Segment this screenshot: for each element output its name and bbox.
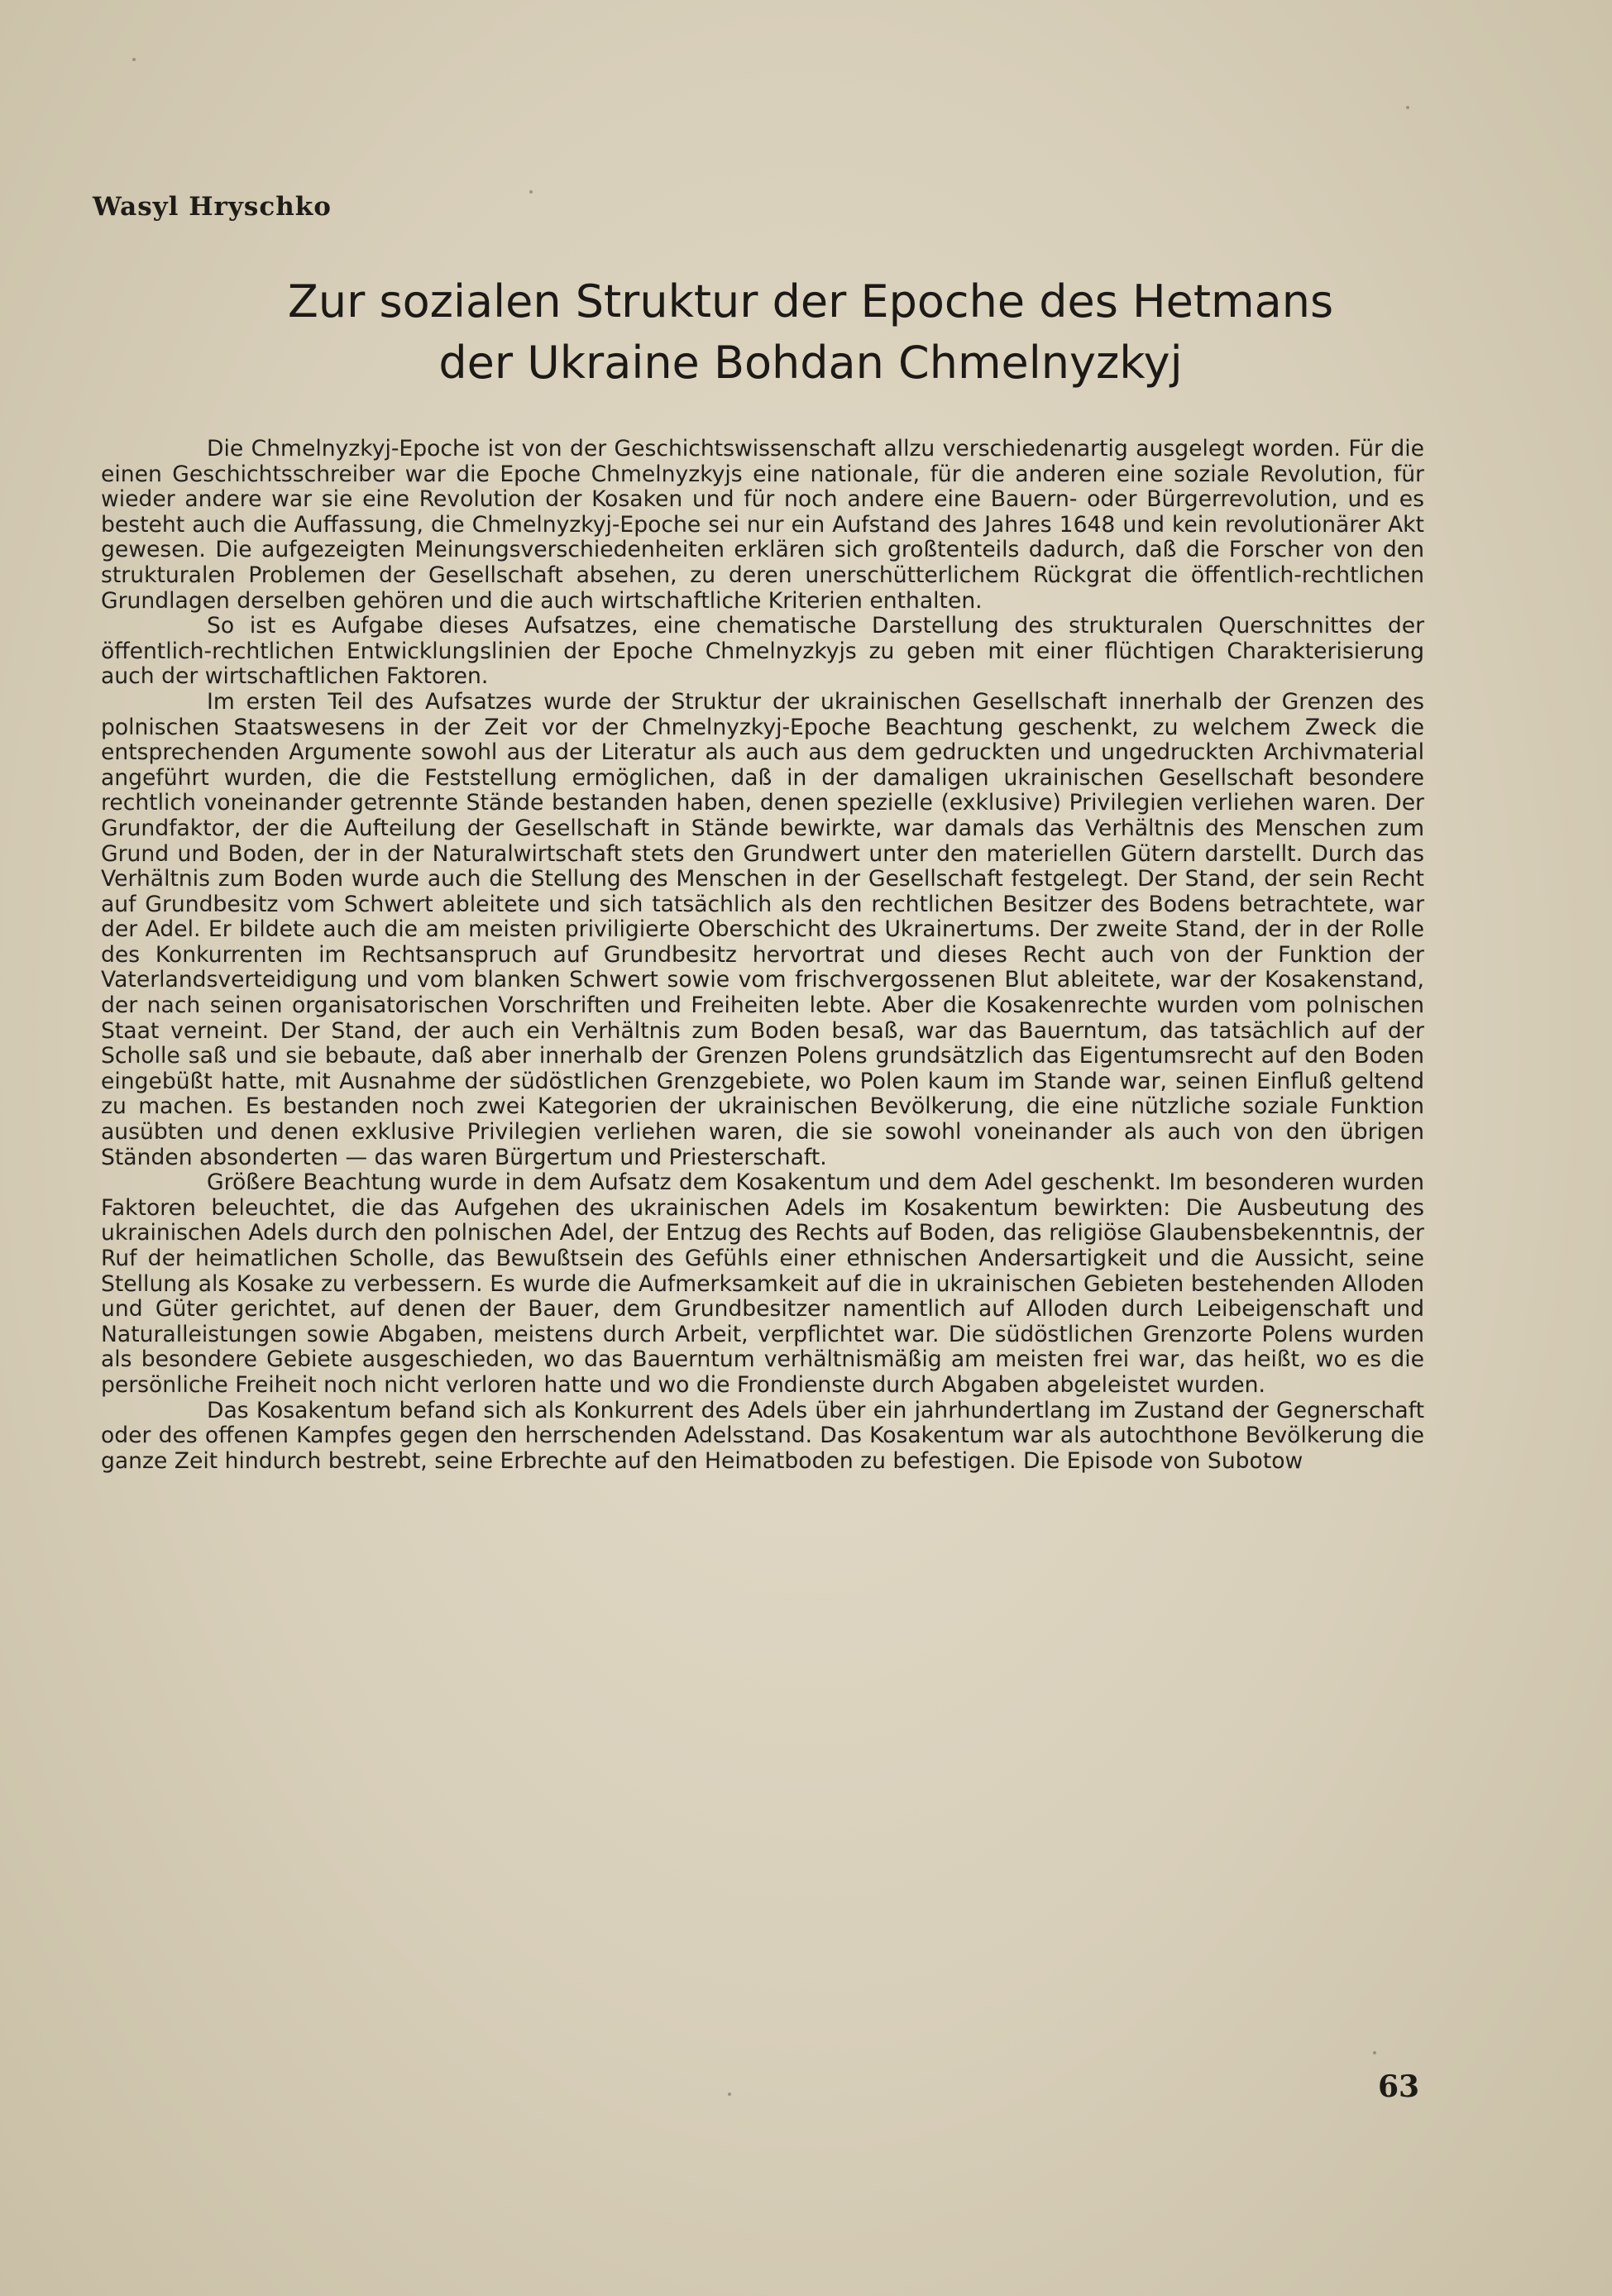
title-line-1: Zur sozialen Struktur der Epoche des Hetmans	[287, 275, 1334, 328]
author-name: Wasyl Hryschko	[93, 192, 332, 222]
paragraph-1: Die Chmelnyzkyj-Epoche ist von der Geschichtswissenschaft allzu verschiedenartig ausgelegt worden. Für die einen Geschichtsschreiber war die Epoche Chmelnyzkyjs eine nationale, für die anderen eine soziale Revolution, für wieder andere war sie eine Revolution der Kosaken und für noch andere eine Bauern- oder Bürgerrevolution, und es besteht auch die Auffassung, die Chmelnyzkyj-Epoche sei nur ein Aufstand des Jahres 1648 und kein revolutionärer Akt gewesen. Die aufgezeigten Meinungsverschiedenheiten erklären sich großtenteils dadurch, daß die Forscher von den strukturalen Problemen der Gesellschaft absehen, zu deren unerschütterlichem Rückgrat die öffentlich-rechtlichen Grundlagen derselben gehören und die auch wirtschaftliche Kriterien enthalten.	[101, 436, 1424, 614]
paragraph-5: Das Kosakentum befand sich als Konkurrent des Adels über ein jahrhundertlang im Zustand der Gegnerschaft oder des offenen Kampfes gegen den herrschenden Adelsstand. Das Kosakentum war als autochthone Bevölkerung die ganze Zeit hindurch bestrebt, seine Erbrechte auf den Heimatboden zu befestigen. Die Episode von Subotow	[101, 1397, 1424, 1474]
paper-speck	[728, 2093, 731, 2096]
paragraph-4: Größere Beachtung wurde in dem Aufsatz dem Kosakentum und dem Adel geschenkt. Im besonderen wurden Faktoren beleuchtet, die das Aufgehen des ukrainischen Adels im Kosakentum bewirkten: Die Ausbeutung des ukrainischen Adels durch den polnischen Adel, der Entzug des Rechts auf Boden, das religiöse Glaubensbekenntnis, der Ruf der heimatlichen Scholle, das Bewußtsein des Gefühls einer ethnischen Andersartigkeit und die Aussicht, seine Stellung als Kosake zu verbessern. Es wurde die Aufmerksamkeit auf die in ukrainischen Gebieten bestehenden Alloden und Güter gerichtet, auf denen der Bauer, dem Grundbesitzer namentlich auf Alloden durch Leibeigenschaft und Naturalleistungen sowie Abgaben, meistens durch Arbeit, verpflichtet war. Die südöstlichen Grenzorte Polens wurden als besondere Gebiete ausgeschieden, wo das Bauerntum verhältnismäßig am meisten frei war, das heißt, wo es die persönliche Freiheit noch nicht verloren hatte und wo die Frondienste durch Abgaben abgeleistet wurden.	[101, 1170, 1424, 1398]
paper-speck	[1406, 106, 1409, 109]
paper-speck	[1373, 2051, 1376, 2054]
title-line-2: der Ukraine Bohdan Chmelnyzkyj	[438, 337, 1183, 389]
article-title	[99, 271, 1522, 394]
page-number: 63	[1378, 2069, 1420, 2104]
article-body	[101, 437, 1424, 1474]
paper-speck	[529, 190, 533, 194]
paper-speck	[132, 58, 136, 61]
paragraph-3: Im ersten Teil des Aufsatzes wurde der Struktur der ukrainischen Gesellschaft innerhalb der Grenzen des polnischen Staatswesens in der Zeit vor der Chmelnyzkyj-Epoche Beachtung geschenkt, zu welchem Zweck die entsprechenden Argumente sowohl aus der Literatur als auch aus dem gedruckten und ungedruckten Archivmaterial angeführt wurden, die die Feststellung ermöglichen, daß in der damaligen ukrainischen Gesellschaft besondere rechtlich voneinander getrennte Stände bestanden haben, denen spezielle (exklusive) Privilegien verliehen waren. Der Grundfaktor, der die Aufteilung der Gesellschaft in Stände bewirkte, war damals das Verhältnis des Menschen zum Grund und Boden, der in der Naturalwirtschaft stets den Grundwert unter den materiellen Gütern darstellt. Durch das Verhältnis zum Boden wurde auch die Stellung des Menschen in der Gesellschaft festgelegt. Der Stand, der sein Recht auf Grundbesitz vom Schwert ableitete und sich tatsächlich als den rechtlichen Besitzer des Bodens betrachtete, war der Adel. Er bildete auch die am meisten priviligierte Oberschicht des Ukrainertums. Der zweite Stand, der in der Rolle des Konkurrenten im Rechtsanspruch auf Grundbesitz hervortrat und dieses Recht auch von der Funktion der Vaterlandsverteidigung und vom blanken Schwert sowie vom frischvergossenen Blut ableitete, war der Kosakenstand, der nach seinen organisatorischen Vorschriften und Freiheiten lebte. Aber die Kosakenrechte wurden vom polnischen Staat verneint. Der Stand, der auch ein Verhältnis zum Boden besaß, war das Bauerntum, das tatsächlich auf der Scholle saß und sie bebaute, daß aber innerhalb der Grenzen Polens grundsätzlich das Eigentumsrecht auf den Boden eingebüßt hatte, mit Ausnahme der südöstlichen Grenzgebiete, wo Polen kaum im Stande war, seinen Einfluß geltend zu machen. Es bestanden noch zwei Kategorien der ukrainischen Bevölkerung, die eine nützliche soziale Funktion ausübten und denen exklusive Privilegien verliehen waren, die sie sowohl voneinander als auch von den übrigen Ständen absonderten — das waren Bürgertum und Priesterschaft.	[101, 688, 1424, 1170]
paragraph-2: So ist es Aufgabe dieses Aufsatzes, eine chematische Darstellung des strukturalen Querschnittes der öffentlich-rechtlichen Entwicklungslinien der Epoche Chmelnyzkyjs zu geben mit einer flüchtigen Charakterisierung auch der wirtschaftlichen Faktoren.	[101, 613, 1424, 690]
